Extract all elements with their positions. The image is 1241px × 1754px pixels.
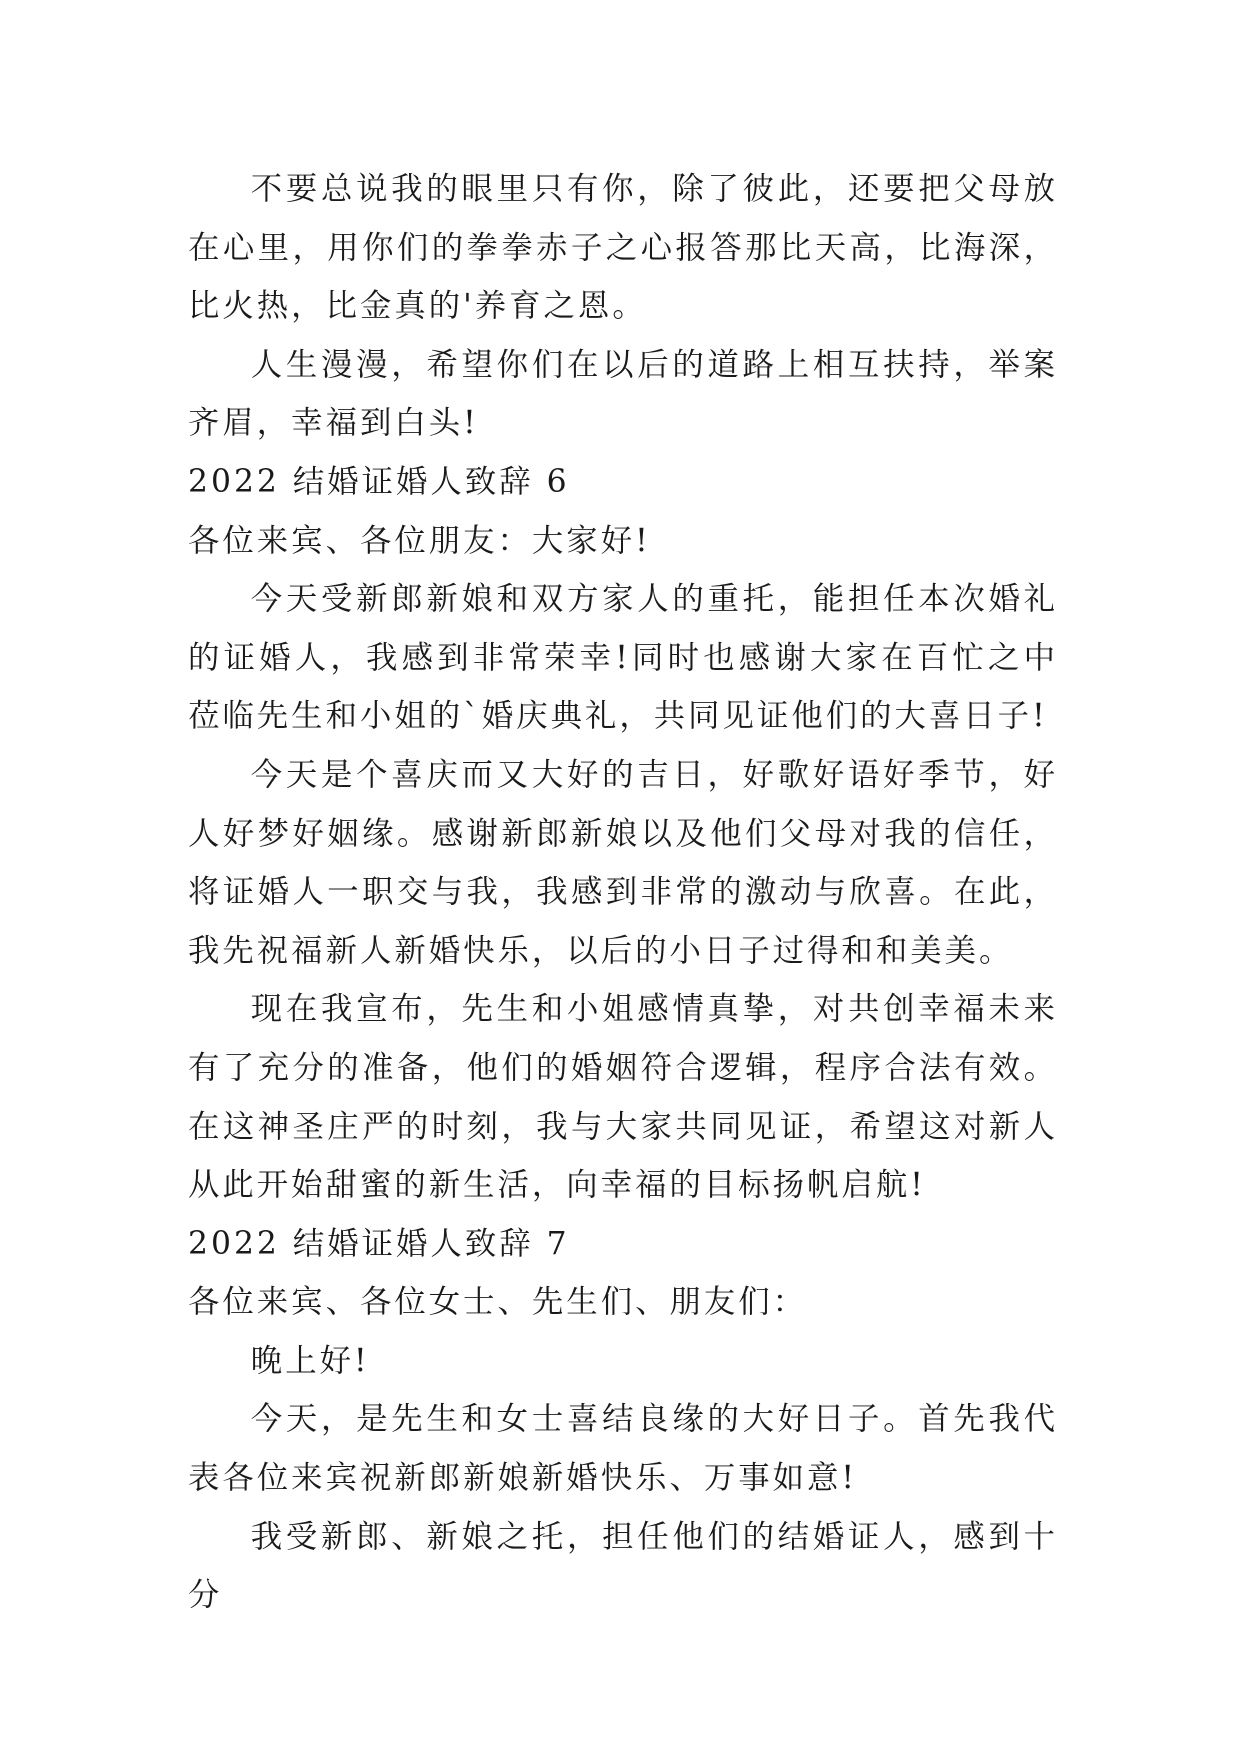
salutation: 各位来宾、各位朋友：大家好! <box>188 522 651 559</box>
paragraph: 我受新郎、新娘之托，担任他们的结婚证人，感到十分 <box>188 1518 1058 1614</box>
paragraph: 不要总说我的眼里只有你，除了彼此，还要把父母放在心里，用你们的拳拳赤子之心报答那比天高，比海深，比火热，比金真的'养育之恩。 <box>188 171 1058 325</box>
document-body <box>188 160 1058 1625</box>
section-heading: 2022 结婚证婚人致辞 6 <box>188 463 570 500</box>
paragraph: 今天，是先生和女士喜结良缘的大好日子。首先我代表各位来宾祝新郎新娘新婚快乐、万事如意! <box>188 1401 1058 1497</box>
paragraph: 今天是个喜庆而又大好的吉日，好歌好语好季节，好人好梦好姻缘。感谢新郎新娘以及他们父母对我的信任，将证婚人一职交与我，我感到非常的激动与欣喜。在此，我先祝福新人新婚快乐，以后的小日子过得和和美美。 <box>188 756 1058 969</box>
paragraph: 现在我宣布，先生和小姐感情真挚，对共创幸福未来有了充分的准备，他们的婚姻符合逻辑，程序合法有效。在这神圣庄严的时刻，我与大家共同见证，希望这对新人从此开始甜蜜的新生活，向幸福的目标扬帆启航! <box>188 991 1058 1204</box>
section-heading: 2022 结婚证婚人致辞 7 <box>188 1225 570 1262</box>
greeting-line: 晚上好! <box>250 1342 370 1379</box>
salutation: 各位来宾、各位女士、先生们、朋友们： <box>188 1284 808 1321</box>
paragraph: 人生漫漫，希望你们在以后的道路上相互扶持，举案齐眉，幸福到白头! <box>188 346 1058 442</box>
paragraph: 今天受新郎新娘和双方家人的重托，能担任本次婚礼的证婚人，我感到非常荣幸!同时也感谢大家在百忙之中莅临先生和小姐的`婚庆典礼，共同见证他们的大喜日子! <box>188 581 1058 735</box>
